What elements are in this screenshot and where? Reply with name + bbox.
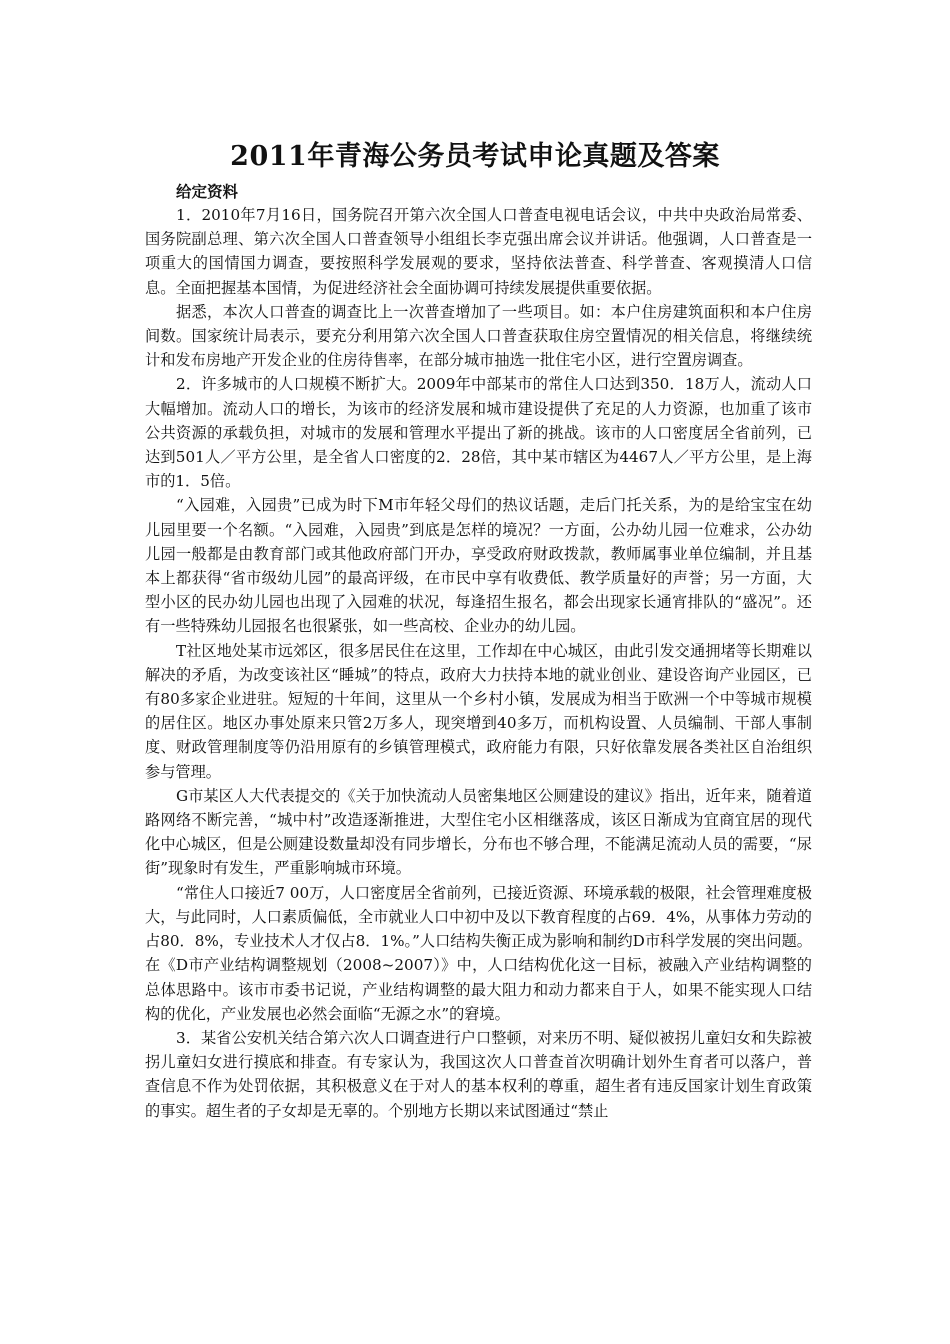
paragraph: 据悉，本次人口普查的调查比上一次普查增加了一些项目。如：本户住房建筑面积和本户住房间数。国家统计局表示，要充分利用第六次全国人口普查获取住房空置情况的相关信息，将继续统计和发布房地产开发企业的住房待售率，在部分城市抽选一批住宅小区，进行空置房调查。 bbox=[145, 302, 812, 370]
document-body bbox=[145, 203, 812, 1123]
document-title: 2011年青海公务员考试申论真题及答案 bbox=[230, 141, 720, 172]
paragraph: “入园难，入园贵”已成为时下M市年轻父母们的热议话题，走后门托关系，为的是给宝宝在幼儿园里要一个名额。“入园难，入园贵”到底是怎样的境况？一方面，公办幼儿园一位难求，公办幼儿园一般都是由教育部门或其他政府部门开办，享受政府财政拨款，教师属事业单位编制，并且基本上都获得“省市级幼儿园”的最高评级，在市民中享有收费低、教学质量好的声誉；另一方面，大型小区的民办幼儿园也出现了入园难的状况，每逢招生报名，都会出现家长通宵排队的“盛况”。还有一些特殊幼儿园报名也很紧张，如一些高校、企业办的幼儿园。 bbox=[145, 496, 812, 636]
paragraph: 3．某省公安机关结合第六次人口调查进行户口整顿，对来历不明、疑似被拐儿童妇女和失踪被拐儿童妇女进行摸底和排查。有专家认为，我国这次人口普查首次明确计划外生育者可以落户，普查信息不作为处罚依据，其积极意义在于对人的基本权利的尊重，超生者有违反国家计划生育政策的事实。超生者的子女却是无辜的。个别地方长期以来试图通过“禁止 bbox=[145, 1028, 812, 1120]
paragraph: 1．2010年7月16日，国务院召开第六次全国人口普查电视电话会议，中共中央政治局常委、国务院副总理、第六次全国人口普查领导小组组长李克强出席会议并讲话。他强调，人口普查是一项重大的国情国力调查，要按照科学发展观的要求，坚持依法普查、科学普查、客观摸清人口信息。全面把握基本国情，为促进经济社会全面协调可持续发展提供重要依据。 bbox=[145, 206, 812, 297]
paragraph: T社区地处某市远郊区，很多居民住在这里，工作却在中心城区，由此引发交通拥堵等长期难以解决的矛盾，为改变该社区“睡城”的特点，政府大力扶持本地的就业创业、建设咨询产业园区，已有80多家企业进驻。短短的十年间，这里从一个乡村小镇，发展成为相当于欧洲一个中等城市规模的居住区。地区办事处原来只管2万多人，现突增到40多万，而机构设置、人员编制、干部人事制度、财政管理制度等仍沿用原有的乡镇管理模式，政府能力有限，只好依靠发展各类社区自治组织参与管理。 bbox=[145, 641, 812, 781]
paragraph: “常住人口接近7 00万，人口密度居全省前列，已接近资源、环境承载的极限，社会管理难度极大，与此同时，人口素质偏低，全市就业人口中初中及以下教育程度的占69．4%，从事体力劳动的占80．8%，专业技术人才仅占8．1%。”人口结构失衡正成为影响和制约D市科学发展的突出问题。在《D市产业结构调整规划（2008~2007）》中，人口结构优化这一目标，被融入产业结构调整的总体思路中。该市市委书记说，产业结构调整的最大阻力和动力都来自于人，如果不能实现人口结构的优化，产业发展也必然会面临“无源之水”的窘境。 bbox=[145, 883, 812, 1023]
paragraph: 2．许多城市的人口规模不断扩大。2009年中部某市的常住人口达到350．18万人，流动人口大幅增加。流动人口的增长，为该市的经济发展和城市建设提供了充足的人力资源，也加重了该市公共资源的承载负担，对城市的发展和管理水平提出了新的挑战。该市的人口密度居全省前列，已达到501人／平方公里，是全省人口密度的2．28倍，其中某市辖区为4467人／平方公里，是上海市的1．5倍。 bbox=[145, 375, 812, 491]
section-heading: 给定资料 bbox=[176, 182, 239, 201]
paragraph: G市某区人大代表提交的《关于加快流动人员密集地区公厕建设的建议》指出，近年来，随着道路网络不断完善，“城中村”改造逐渐推进，大型住宅小区相继落成，该区日渐成为宜商宜居的现代化中心城区，但是公厕建设数量却没有同步增长，分布也不够合理，不能满足流动人员的需要，“尿街”现象时有发生，严重影响城市环境。 bbox=[145, 786, 812, 878]
